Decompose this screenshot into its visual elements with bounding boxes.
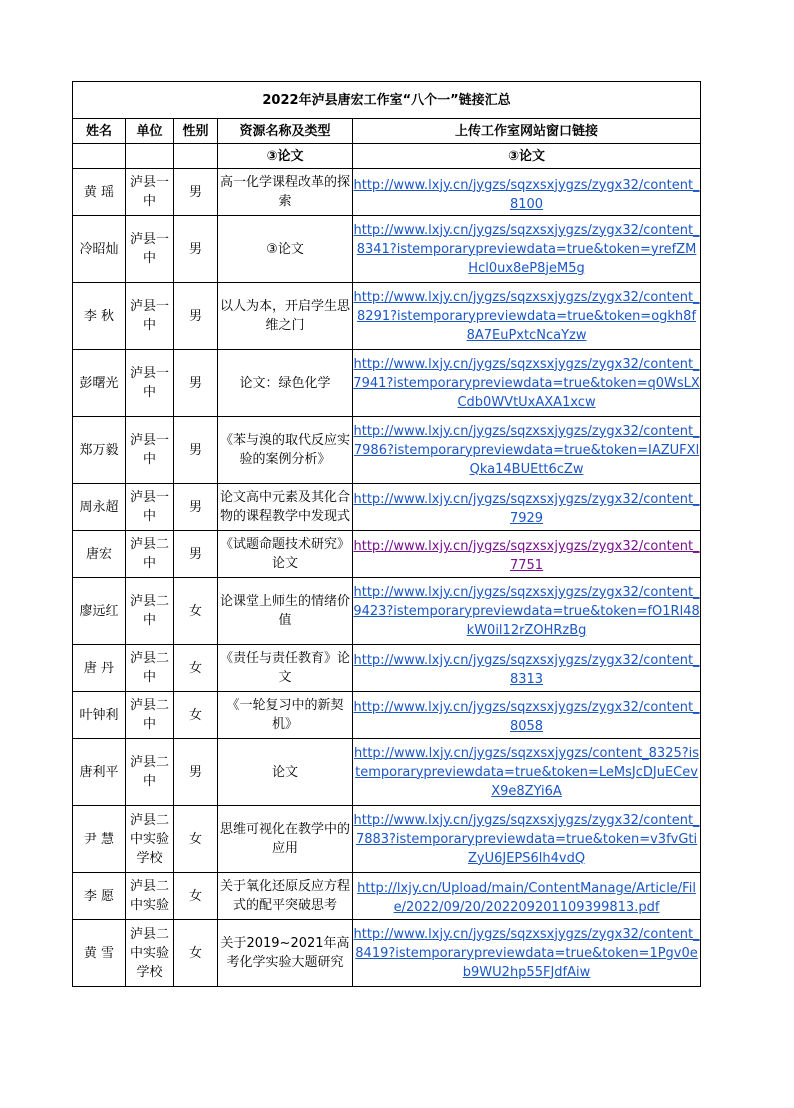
cell-resource	[218, 484, 353, 531]
table-row	[73, 531, 701, 578]
cell-link	[353, 169, 701, 216]
resource-link[interactable]: http://lxjy.cn/Upload/main/ContentManage/Article/File/2022/09/20/202209201109399813.pdf	[357, 881, 696, 915]
cell-resource: ③论文	[218, 216, 353, 283]
cell-unit: 泸县二中	[126, 645, 174, 692]
cell-name: 李 愿	[73, 873, 126, 920]
cell-gender: 女	[174, 645, 218, 692]
cell-name: 尹 慧	[73, 806, 126, 873]
cell-link	[353, 920, 701, 987]
cell-unit: 泸县二中实验学校	[126, 806, 174, 873]
resource-link[interactable]: http://www.lxjy.cn/jygzs/sqzxsxjygzs/zygx32/content_7751	[353, 539, 700, 573]
cell-resource: 《试题命题技术研究》论文	[218, 531, 353, 578]
table-row	[73, 806, 701, 873]
cell-link	[353, 645, 701, 692]
cell-resource: 《苯与溴的取代反应实验的案例分析》	[218, 417, 353, 484]
table-row	[73, 169, 701, 216]
title-row	[73, 82, 701, 119]
table-row	[73, 216, 701, 283]
resource-link[interactable]: http://www.lxjy.cn/jygzs/sqzxsxjygzs/zygx32/content_9423?istemporarypreviewdata=true&token=fO1Rl48kW0il12rZOHRzBg	[353, 584, 700, 638]
cell-link	[353, 531, 701, 578]
cell-name: 冷昭灿	[73, 216, 126, 283]
cell-unit: 泸县二中	[126, 692, 174, 739]
cell-gender: 男	[174, 417, 218, 484]
cell-unit: 泸县一中	[126, 484, 174, 531]
cell-gender: 女	[174, 578, 218, 645]
resource-link[interactable]: http://www.lxjy.cn/jygzs/sqzxsxjygzs/zygx32/content_8341?istemporarypreviewdata=true&token=yrefZMHcl0ux8eP8jeM5g	[353, 222, 700, 276]
subheader-resource: ③论文	[218, 144, 353, 169]
cell-gender: 男	[174, 484, 218, 531]
header-row	[73, 119, 701, 144]
cell-name: 郑万毅	[73, 417, 126, 484]
unit-text: 泸县二中实验	[129, 879, 169, 913]
cell-name: 唐 丹	[73, 645, 126, 692]
cell-unit: 泸县二中	[126, 578, 174, 645]
header-resource: 资源名称及类型	[218, 119, 353, 144]
table-row	[73, 920, 701, 987]
cell-unit: 泸县一中	[126, 283, 174, 350]
cell-link	[353, 484, 701, 531]
table-title: 2022年泸县唐宏工作室“八个一”链接汇总	[73, 82, 701, 119]
table-row	[73, 417, 701, 484]
cell-unit: 泸县二中	[126, 739, 174, 806]
cell-link	[353, 350, 701, 417]
cell-name: 周永超	[73, 484, 126, 531]
header-name: 姓名	[73, 119, 126, 144]
table-row	[73, 578, 701, 645]
subheader-empty-unit	[126, 144, 174, 169]
cell-gender: 男	[174, 169, 218, 216]
table-row	[73, 484, 701, 531]
cell-resource: 论文：绿色化学	[218, 350, 353, 417]
cell-link	[353, 692, 701, 739]
subheader-empty-gender	[174, 144, 218, 169]
cell-link	[353, 578, 701, 645]
resource-link[interactable]: http://www.lxjy.cn/jygzs/sqzxsxjygzs/content_8325?istemporarypreviewdata=true&token=LeMsJcDJuECevX9e8ZYi6A	[354, 745, 700, 799]
cell-unit: 泸县一中	[126, 350, 174, 417]
cell-gender: 女	[174, 920, 218, 987]
resource-link[interactable]: http://www.lxjy.cn/jygzs/sqzxsxjygzs/zygx32/content_8100	[353, 177, 700, 212]
cell-link	[353, 283, 701, 350]
cell-resource: 思维可视化在教学中的应用	[218, 806, 353, 873]
resource-link[interactable]: http://www.lxjy.cn/jygzs/sqzxsxjygzs/zygx32/content_8291?istemporarypreviewdata=true&token=ogkh8f8A7EuPxtcNcaYzw	[353, 289, 700, 343]
cell-name: 叶钟利	[73, 692, 126, 739]
header-gender: 性别	[174, 119, 218, 144]
cell-name: 黄 瑶	[73, 169, 126, 216]
resource-link[interactable]: http://www.lxjy.cn/jygzs/sqzxsxjygzs/zygx32/content_7929	[353, 492, 700, 526]
resource-link[interactable]: http://www.lxjy.cn/jygzs/sqzxsxjygzs/zygx32/content_8419?istemporarypreviewdata=true&token=1Pgv0eb9WU2hp55FJdfAiw	[353, 926, 700, 980]
table-row	[73, 873, 701, 920]
table-row	[73, 283, 701, 350]
cell-link	[353, 806, 701, 873]
table-row	[73, 350, 701, 417]
cell-link	[353, 873, 701, 920]
cell-link	[353, 739, 701, 806]
cell-gender: 女	[174, 806, 218, 873]
cell-name: 唐利平	[73, 739, 126, 806]
resource-link[interactable]: http://www.lxjy.cn/jygzs/sqzxsxjygzs/zygx32/content_8058	[353, 700, 700, 734]
cell-resource: 以人为本，开启学生思维之门	[218, 283, 353, 350]
cell-name: 廖远红	[73, 578, 126, 645]
resource-link[interactable]: http://www.lxjy.cn/jygzs/sqzxsxjygzs/zygx32/content_7883?istemporarypreviewdata=true&token=v3fvGtiZyU6JEPS6lh4vdQ	[353, 812, 700, 866]
cell-unit	[126, 873, 174, 920]
subheader-row	[73, 144, 701, 169]
cell-gender: 女	[174, 873, 218, 920]
cell-name: 彭曙光	[73, 350, 126, 417]
cell-link	[353, 417, 701, 484]
cell-unit: 泸县一中	[126, 417, 174, 484]
cell-unit: 泸县一中	[126, 169, 174, 216]
cell-link	[353, 216, 701, 283]
cell-resource: 《一轮复习中的新契机》	[218, 692, 353, 739]
table-row	[73, 645, 701, 692]
table-row	[73, 739, 701, 806]
cell-resource: 论文	[218, 739, 353, 806]
cell-gender: 男	[174, 216, 218, 283]
cell-name: 黄 雪	[73, 920, 126, 987]
cell-unit: 泸县二中	[126, 531, 174, 578]
subheader-link: ③论文	[353, 144, 701, 169]
subheader-empty-name	[73, 144, 126, 169]
header-link: 上传工作室网站窗口链接	[353, 119, 701, 144]
cell-resource: 关于2019~2021年高考化学实验大题研究	[218, 920, 353, 987]
cell-name: 唐宏	[73, 531, 126, 578]
cell-name: 李 秋	[73, 283, 126, 350]
cell-resource: 高一化学课程改革的探索	[218, 169, 353, 216]
header-unit: 单位	[126, 119, 174, 144]
cell-resource: 《责任与责任教育》论文	[218, 645, 353, 692]
cell-unit: 泸县一中	[126, 216, 174, 283]
table-row	[73, 692, 701, 739]
cell-unit: 泸县二中实验学校	[126, 920, 174, 987]
resource-link[interactable]: http://www.lxjy.cn/jygzs/sqzxsxjygzs/zygx32/content_8313	[353, 653, 700, 687]
resource-link[interactable]: http://www.lxjy.cn/jygzs/sqzxsxjygzs/zygx32/content_7986?istemporarypreviewdata=true&token=IAZUFXlQka14BUEtt6cZw	[353, 423, 700, 477]
resource-text: 论文高中元素及其化合物的课程教学中发现式	[219, 490, 350, 524]
resource-link[interactable]: http://www.lxjy.cn/jygzs/sqzxsxjygzs/zygx32/content_7941?istemporarypreviewdata=true&token=q0WsLXCdb0WVtUxAXA1xcw	[353, 356, 700, 410]
cell-gender: 男	[174, 350, 218, 417]
cell-gender: 男	[174, 283, 218, 350]
cell-gender: 女	[174, 692, 218, 739]
cell-gender: 男	[174, 739, 218, 806]
cell-resource: 论课堂上师生的情绪价值	[218, 578, 353, 645]
summary-table	[72, 81, 701, 987]
cell-resource: 关于氧化还原反应方程式的配平突破思考	[218, 873, 353, 920]
cell-gender: 男	[174, 531, 218, 578]
